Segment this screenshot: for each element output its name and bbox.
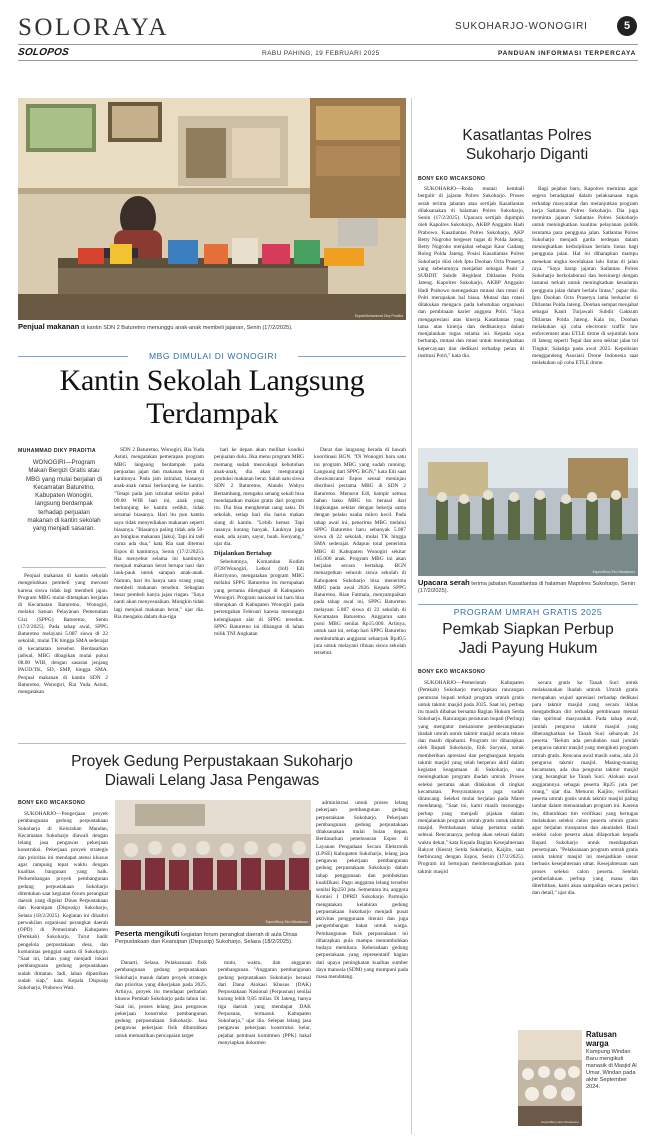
kasat-headline <box>416 126 638 164</box>
kantin-caption <box>18 323 406 332</box>
main-headline-line2: Terdampak <box>146 397 278 430</box>
page-number: 5 <box>623 20 631 32</box>
umrah-headline <box>418 620 638 658</box>
kasat-byline: BONY EKO WICAKSONO <box>418 176 486 182</box>
main-col2-text: SDN 2 Baturetno, Wonogiri, Ria Yuda Astuti, mengatakan pemerapan program MBG langsung berdampak pada penjualan jajan dan makanan berat di kantinnya. Pada jam istirahat, biasanya anak-anak ramai berkunjung ke kantin. "Tetapi pada jam istirahat sekitar pukul 09.00 WIB hari ini, anak yang berkunjung ke kantin sedikit, tidak seramai biasanya. Hari itu pun kantin saya tidak menyediakan makanan seperti biasanya. "Biasanya paling tidak ada 50-an bungkus makanan [laku]. Tapi ini tadi cuma ada dua," kata Ria saat ditemui Espos di kantinnya, Senin (17/2/2025). Ria menyebut selama ini kantinnya menjual makanan berat berupa nasi dan lauk-pauk untuk sarapan anak-anak. Namun, hari itu hanya satu orang yang membeli makanan tersebut. Sebagian besar pembeli hanya jajan ringan. "Saya nanti akan menyesuaikan. Mungkin tidak lagi menjual makanan berat," ujar dia. Ria mengaku dalam dua-tiga <box>114 447 204 620</box>
library-headline-line2: Diawali Lelang Jasa Pengawas <box>104 772 320 789</box>
umrah-photo-credit: Espos/Bony Eko Wicaksono <box>541 1120 579 1124</box>
library-col2 <box>115 960 207 1136</box>
kasat-caption-lead: Upacara serah <box>418 578 470 587</box>
header-rule-bottom <box>18 60 638 61</box>
umrah-photo-illustration <box>518 1030 582 1126</box>
masthead-section: SOLORAYA <box>18 14 170 41</box>
library-caption <box>115 930 311 946</box>
library-col4-text: administrasi untuk proses lelang pekerjaan pembangunan gedung perpustakaan Sukoharjo. Pekerjaan pembangunan gedung perpustakaan dilaksanakan mulai bulan depan. Berdasarkan penelusuran Espos di Layanan Pengadaan Secara Elektronik (LPSE) Kabupaten Sukoharjo, lelang jasa pengawas pekerjaan pembangunan gedung perpustakaan Sukoharjo dalam tahap penggunaan dan pembuktian kualifikasi. Pagu anggaran lelang tersebut senilai Rp250 juta. Sementara itu, anggota Komisi I DPRD Sukoharjo Parmujio mengatakan kelahiran gedung perpustakaan Sukoharjo menjadi pusat aktivitas penggunaan literasi dan juga pengembangan bakat untuk warga. Pembangunan fisik perpustakaan ini diharapkan pula mampu menumbuhkan budaya membaca. Keberadaan gedung perpustakaan yang representatif bagian dari upaya peningkatan kualitas sumber daya manusia (SDM) yang mumpuni pada masa mendatang. <box>316 800 408 980</box>
kasat-photo-credit: Espos/Bony Eko Wicaksono <box>592 570 635 574</box>
mbg-kicker: MBG DIMULAI DI WONOGIRI <box>148 351 278 361</box>
kasat-col1-text: SUKOHARJO—Roda mutasi kembali bergulir di jajaran Polres Sukoharjo. Proses serah terima jabatan atau sertijab Kasatlantas dilaksanakan di halaman Polres Sukoharjo, Senin (17/2/2025). Upacara sertijab dipimpin oleh Kapolres Sukoharjo, AKBP Anggaito Hadi Prabowo. Kasatlantas Polres Sukoharjo, AKP Betty Nugroho bergeser tugas di Polda Jateng. Betty Nugroho menjabat sebagai Kaur Gadang Rolog Polda Jateng. Posisi Kasatlantas Polres Sukoharjo diisi oleh Iptu Doohan Octa Prasetya yang sebelumnya menjabat sebagai Panit 2 SUBDIT Subdit Regident Ditlantas Polda Jateng. Kapolres Sukoharjo, AKBP Anggaito Hadi Prabowo menegaskan mutasi dan rotasi di Polri merupakan hal biasa. Mutasi dan rotasi dilakukan mengacu pada kebutuhan organisasi dan pembinaan karier anggota Polri. "Saya mengapresiasi atas kinerja Kasatlantas yang lama atas kinerja dan dedikasinya dalam menjalankan tugas selama ini. Kepada saya berharap, mutasi dan rotasi untuk meningkatkan kepercayaan dan dedikasi terhadap peran di institusi Polri," kata dia. <box>418 186 524 359</box>
umrah-photo-caption-title: Ratusan warga <box>586 1030 617 1048</box>
kantin-photo-credit: Espos/Muhammad Diky Praditia <box>354 314 403 318</box>
library-col3 <box>218 960 311 1136</box>
umrah-col1-text: SUKOHARJO—Pemerintah Kabupaten (Pemkab) Sukoharjo menyiapkan rancangan peraturan bupati terkait program umrah gratis untuk takmir masjid pada 2025. Saat ini, perbup itu masih dibahas bersama Bagian Hukum Setda Sukoharjo. Rancangan peraturan bupati (Perbup) yang mengatur mekanisme pemberangkatan ibadah umrah untuk takmir masjid secara teknis dan masih dipahami. Program ini diharapkan oleh Bupati Sukoharjo, Etik Suryani, untuk memberikan apresiasi dan penghargaan kepada takmir masjid yang telah berperan aktif dalam kegiatan keagamaan di Sukoharjo, una meningkatkan program ibadah umrah. Proses seleksi pertama akan dilakukan di tingkat kecamatan. Persyaratannya juga sudah dirancang. Seleksi mulai berjalan pada Maret mendatang. "Saat ini, kami masih menunggu perbup yang menjadi pijakan dalam menjalankan program umrah gratis untuk takmir masjid. Pembahasan tahap pertama sudah selesai. Rencananya, perbup akan selesai dalam waktu dekat," kata Kepala Bagian Kesejahteraan Rakyat (Kesra) Setda Sukoharjo, Kaijito, saat berbincang dengan Espos, Senin (17/2/2025). Program ini bertujuan memberangkatkan para takmir masjid <box>418 680 524 875</box>
library-photo <box>115 800 311 926</box>
umrah-col2-text: secara gratis ke Tanah Suci untuk melaksanakan ibadah umrah. Umrah gratis merupakan wujud apresiasi terhadap dedikasi para takmir masjid yang secara ikhlas mengabdikan diri terhadap pembinaan mental dan spiritual masyarakat. Pada tahap awal, jumlah pengurus takmir masjid yang diberangkatkan ke Tanah Suci sebanyak 24 peserta. "Belum ada perubahan soal jumlah pengurus takmir masjid yang mengikuti program umrah gratis. Rencana awal masih sama, ada 24 pengurus takmir masjid. Masing-masing kecamatan, ada dua pengurus takmir masjid yang berangkat ke Tanah Suci. Alokasi awal anggarannya sebagai peserta Rp25 juta per orang," ujar dia. Menurut Kaijito, verifikasi peserta umrah gratis untuk takmir masjid paling lambat dalam menuntaskan program ini. Karena itu, dibutuhkan tim verifikasi yang bertugas melakukan seleksi calon peserta umrah gratis agar berjalan transparan dan akuntabel. Hasil seleksi calon peserta akan dilaporkan kepada Bupati Sukoharjo untuk mendapatkan persetujuan. "Pelaksanaan program umrah gratis untuk takmir masjid ini menjadikan unsur berbasis kesejahteraan umat. Kesejahteraan saat proses seleksi calon peserta. Setelah pemberlakuan perbup yang mana dan diterbitkan, kami akan sampaikan secara perinci dan detail," ujar dia. <box>532 680 638 897</box>
kasat-photo <box>418 448 638 576</box>
umrah-col2 <box>532 680 638 1020</box>
library-col3-text: mutu, waktu, dan anggaran pembangunan. "Anggaran pembangunan gedung perpustakaan Sukoharjo berasal dari Dana Alokasi Khusus (DAK) Perpustakaan Nasional (Perpusnas) senilai kurang lebih 9,85 miliar. Di Jateng, hanya tiga daerah yang mendapat DAK Perpusnas, termasuk Kabupaten Sukoharjo," ujar dia. Selepas lelang jasa pengawas pekerjaan konstruksi kelar, pejabat pembuat komitmen (PPK) bakal menyiapkan dokumen <box>218 960 311 1046</box>
kantin-caption-text: di kantin SDN 2 Baturetno menunggu anak-anak membeli jajanan, Senin (17/2/2025). <box>80 325 293 331</box>
umrah-byline: BONY EKO WICAKSONO <box>418 669 486 675</box>
kasat-headline-line1: Kasatlantas Polres <box>462 127 592 144</box>
library-byline: BONY EKO WICAKSONO <box>18 800 86 806</box>
main-subheading: Dijalankan Bertahap <box>214 549 272 557</box>
umrah-headline-line1: Pemkab Siapkan Perbup <box>442 621 614 638</box>
solopos-logo: SOLOPOS <box>17 47 70 58</box>
kasat-caption <box>418 579 638 595</box>
page-number-badge <box>617 16 637 36</box>
summary-rule <box>22 567 106 568</box>
main-article-col1 <box>18 573 108 735</box>
main-article-col3 <box>214 447 304 735</box>
masthead-region: SUKOHARJO-WONOGIRI <box>455 21 588 32</box>
kasat-photo-illustration <box>418 448 638 576</box>
kantin-caption-lead: Penjual makanan <box>18 322 80 331</box>
library-col2-text: Danarti, Selasa. Pelaksanaan fisik pembangunan gedung perpustakaan Sukoharjo masuk dalam proyek strategis dan prioritas yang dikerjakan pada 2025. Artinya, proyek itu mendapat perhatian khusus Pemkab Sukoharjo pada tahun ini. Saat ini, proses lelang jasa pengawas pekerjaan konstruksi pembangunan gedung perpustakaan Sukoharjo. Jasa pengawas pekerjaan fisik dibutuhkan untuk memastikan pencapaian target <box>115 960 207 1039</box>
umrah-photo <box>518 1030 582 1126</box>
library-photo-credit: Espos/Bony Eko Wicaksono <box>265 920 308 924</box>
main-headline <box>18 364 406 430</box>
main-col4-text: Darat dan langsung berada di bawah koordinasi BGN. "Di Wonogiri baru satu ini program MBG yang sudah running. Langsung dari SPPG BGN," kata Edi saat diwawancarai Espos seusai meninjau distribusi pertama MBG di SDN 2 Baturetno. Menurut Edi, hampir semua bahan baku MBG itu berasal dari lingkungan sekitar dengan bekerja sama dengan pelaku usaha mikro kecil. Pada tahap awal ini, penerima MBG melalui SPPG Baturetno baru sebanyak 5.087 siswa di 22 sekolah, mulai TK hingga SMA sederajat. Adapun total penerima MBG di Kabupaten Wonogiri sekitar 165.000 anak. Program MBG ini akan berjalan secara bertahap. BGN menargetkan seluruh siswa sekolah di Kabupaten Sukoharjo bisa menerima MBG pada awal 2026. Kepala SPPG Baturetno, Rian Fatmala, menyampaikan pada tahap awal ini, SPPG Baturetno melayani 5.087 siswa di 22 sekolah di Kecamatan Baturetno. Anggaran satu porsi MBG senilai Rp15.000. Artinya, untuk saat ini, setiap hari SPPG Baturetno membutuhkan anggaran sebanyak Rp40,5 juta untuk melayani ribuan siswa sekolah tersebut. <box>314 447 406 656</box>
library-photo-illustration <box>115 800 311 926</box>
main-summary: WONOGIRI—Program Makan Bergizi Gratis atau MBG yang mulai berjalan di Kecamatan Baturetno, Kabupaten Wonogiri, langsung berdampak terhadap perjualan makanan di kantin sekolah yang menjadi sasaran. <box>26 459 103 533</box>
library-caption-text: kegiatan forum perangkat daerah di aula Dinas Perpustakaan dan Kearsipan (Dispusip) Sukoharjo, Selasa (18/2/2025). <box>115 932 298 945</box>
umrah-photo-caption-text: Kampung Windan Baru mengikuti manasik di Masjid Al Umar, Windan pada akhir September 2024. <box>586 1049 637 1090</box>
umrah-kicker: PROGRAM UMRAH GRATIS 2025 <box>453 607 603 617</box>
kasat-col1 <box>418 186 524 440</box>
main-col3a-text: hari ke depan akan melihat kondisi penjualan dulu. Jika menu program MBG memang sudah mencukupi kebutuhan anak-anak, dia akan mengurangi produksi makanan berat. Salah satu siswa SDN 2 Baturetno, Alando Wahyu Bertambang, mengaku senang sekali bisa mendapatkan makan gratis dari program itu. Dia bisa menghemat uang saku. Di sekolah, setiap hari dia harus makan siang di kantin. "Lebih hemat. Tapi rasanya kurang banyak. Lauknya juga enak, ada ayam, sayur, buah. Kenyang," ujar dia. <box>214 447 304 548</box>
main-col1-text: Penjual makanan di kantin sekolah mengeluhkan pembeli yang merosot karena siswa tidak lagi membeli jajan. Program MBG mulai ditetapkan berjalan di Kecamatan Baturetno, Wonogiri, melalui Satuan Pelayanan Pemenuhan Gizi (SPPG) Baturetno, Senin (17/2/2025). Pada tahap awal, SPPG Baturetno melayani 5.087 siswa di 22 sekolah, mulai TK hingga SMA sederajat di kecamatan tersebut. Berdasarkan jadwal, MBG dibagikan mulai pukul 08.00 WIB, dengan sasaran jenjang PAUD/TK, SD, SMP, hingga SMA. Penjual makanan di kantin SDN 2 Baturetno, Wonogiri, Ria Yuda Astuti, mengatakan <box>18 573 108 695</box>
umrah-photo-caption <box>586 1030 638 1091</box>
kantin-photo <box>18 98 406 320</box>
kasat-col2-text: Bagi pejabat baru, Kapolres meminta agar segera beradaptasi dalam pelaksanaan tugas terhadap masyarakat dan melanjutkan program kerja Satlantas Polres Sukoharjo. Dia juga meminta jajaran Satlantas Polres Sukoharjo untuk meningkatkan kualitas pelayanan publik terutama para pengguna jalan. Satlantas Polres Sukoharjo menjadi garda terdepan dalam meningkatkan kedisiplinan berlalu lintas bagi pengguna jalan. Hal ini diharapkan mampu menekan angka kecelakaan lalu lintas di jalan raya. "Saya harap jajaran Satlantas Polres Sukoharjo berkolaborasi dan bersinergi dengan instansi terkait untuk meningkatkan kesadaran pengguna jalan dalam berlalu lintas," papar dia. Iptu Doohan Octa Prasetya lama berkarier di Ditlantas Polda Jateng. Doohan sempat menjabat sebagai Kanit Turjawali Subdit Gakkum Ditlantas Polda Jateng. Kala itu, Doohan melakukan uji coba electronic traffic law enforcement atau ETLE drone di sejumlah kota di Jateng seperti Tegal dan area sekitar jalan tol Tingkir, Salatiga pada awal 2025. Kepolisian menggandeng Asosiasi Drone Indonesia saat melakukan uji coba ETLE drone. <box>532 186 638 366</box>
kasat-col2 <box>532 186 638 440</box>
header-rule <box>18 44 638 45</box>
issue-date: RABU PAHING, 19 FEBRUARI 2025 <box>262 50 380 57</box>
library-caption-lead: Peserta mengikuti <box>115 929 180 938</box>
umrah-col1 <box>418 680 524 1020</box>
kantin-photo-illustration <box>18 98 406 320</box>
library-headline-line1: Proyek Gedung Perpustakaan Sukoharjo <box>71 753 353 770</box>
main-article-col4 <box>314 447 406 735</box>
main-headline-line1: Kantin Sekolah Langsung <box>59 364 365 397</box>
library-col1 <box>18 811 108 1136</box>
library-headline <box>18 752 406 790</box>
kasat-headline-line2: Sukoharjo Diganti <box>465 146 589 163</box>
kasat-caption-text: terima jabatan Kasatlantas di halaman Mapolres Sukoharjo, Senin (17/2/2025). <box>418 581 636 594</box>
library-col4 <box>316 800 408 1136</box>
umrah-kicker-rule <box>418 604 638 605</box>
main-col3b-text: Sebelumnya, Komandan Kodim 0728/Wonogiri, Letkol (Inf) Edi Ristriyono, mengatakan program MBG melalui SPPG Baturetno itu merupakan yang pertama dilengkapi di Kabupaten Wonogiri. Program nasional ini baru bisa diterapkan di Kabupaten Wonogiri pada pertengahan Februari karena menunggu kelengkapan alat di SPPG tersebut. SPPG Baturetno ini dibangun di lahan milik TNI Angkatan <box>214 558 304 637</box>
main-byline: MUHAMMAD DIKY PRADITIA <box>18 448 96 454</box>
main-article-col2 <box>114 447 204 735</box>
library-top-rule <box>18 743 406 744</box>
library-col1-text: SUKOHARJO—Pengerjaan proyek pembangunan gedung perpustakaan Sukoharjo di Kelurahan Mandan, Kecamatan Sukoharjo diawali dengan lelang jasa pengawas pekerjaan konstruksi. Pekerjaan proyek strategis dan prioritas ini mendapat atensi khusus agar rampung tepat waktu dengan kualitas bangunan yang baik. Perkembangan proyek pembangunan gedung perpustakaan Sukoharjo ditentukan saat kegiatan forum perangkat daerah yang digelar Dinas Perpustakaan dan Kearsipan (Dispusip) Sukoharjo, Selasa (18/2/2025). Kegiatan ini dihadiri perwakilan organisasi perangkat daerah (OPD) di Pemerintah Kabupaten (Pemkab) Sukoharjo. Turut hadir pengelola perpustakaan desa, dan komunitas penggiat sastra di Sukoharjo. "Saat ini, lahan yang menjadi lokasi pembangunan gedung perpustakaan sudah dimatan. Jadi, lahan dipastikan sudah siap," kata Kepala Dispusip Sukoharjo, Prabowo Wati. <box>18 811 108 991</box>
header-tagline: PANDUAN INFORMASI TERPERCAYA <box>498 50 637 57</box>
column-divider-right <box>411 98 412 1134</box>
mbg-kicker-rule-left <box>18 356 128 357</box>
mbg-kicker-rule-right <box>298 356 406 357</box>
umrah-headline-line2: Jadi Payung Hukum <box>458 640 598 657</box>
